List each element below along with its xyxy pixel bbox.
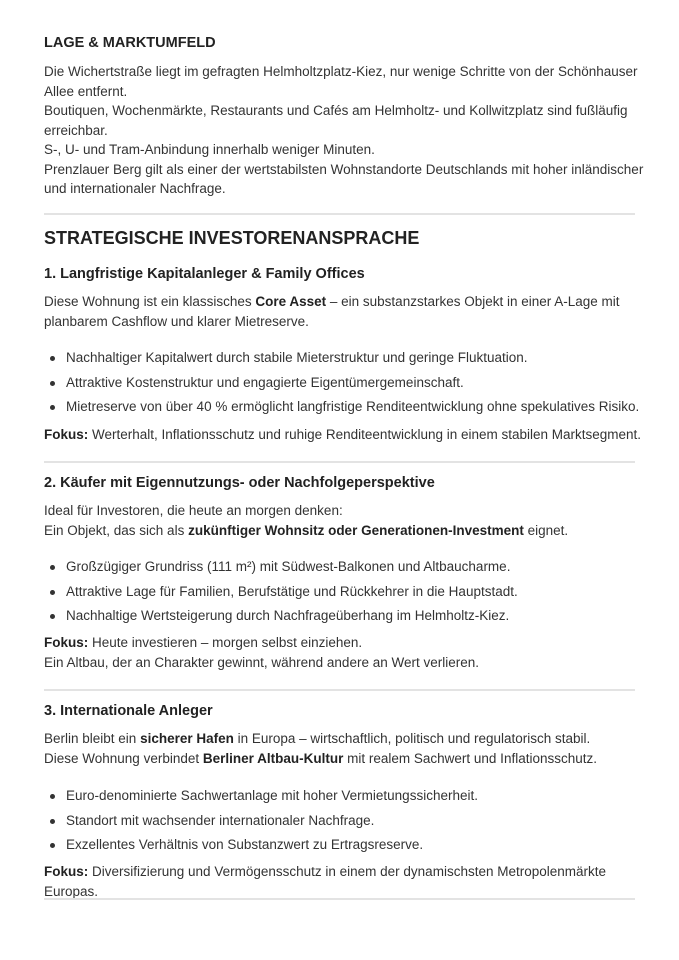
list-item: Großzügiger Grundriss (111 m²) mit Südwest-Balkonen und Altbaucharme.: [66, 557, 666, 582]
list-item: Nachhaltiger Kapitalwert durch stabile Mieterstruktur und geringe Fluktuation.: [66, 348, 666, 373]
intro-text: mit realem Sachwert und Inflationsschutz.: [343, 750, 597, 766]
list-item: Euro-denominierte Sachwertanlage mit hoher Vermietungssicherheit.: [66, 786, 666, 811]
intro-text: Diese Wohnung ist ein klassisches: [44, 294, 256, 309]
list-item: Attraktive Lage für Familien, Berufstätige und Rückkehrer in die Hauptstadt.: [66, 582, 666, 607]
divider: [44, 689, 635, 691]
focus-label: Fokus:: [44, 864, 89, 879]
focus-line: [44, 633, 644, 672]
bullet-list: [44, 786, 666, 860]
list-item: Standort mit wachsender internationaler Nachfrage.: [66, 811, 666, 836]
focus-text: Heute investieren – morgen selbst einziehen.: [88, 635, 363, 650]
divider: [44, 213, 635, 215]
intro-bold: sicherer Hafen: [140, 731, 234, 746]
section-intro: [44, 292, 644, 331]
focus-line: [44, 862, 644, 901]
lage-line: Die Wichertstraße liegt im gefragten Helmholtzplatz-Kiez, nur wenige Schritte von der Schönhauser Allee entfernt.: [44, 64, 638, 99]
strategy-heading: STRATEGISCHE INVESTORENANSPRACHE: [44, 228, 420, 248]
bullet-list: [44, 348, 666, 422]
list-item: Exzellentes Verhältnis von Substanzwert zu Ertragsreserve.: [66, 835, 666, 860]
intro-text: Berlin bleibt ein: [44, 731, 141, 746]
intro-text: in Europa – wirtschaftlich, politisch und regulatorisch stabil.: [233, 731, 591, 746]
section-title: 3. Internationale Anleger: [44, 703, 213, 719]
section-intro: [44, 501, 644, 540]
list-item: Nachhaltige Wertsteigerung durch Nachfrageüberhang im Helmholtz-Kiez.: [66, 606, 666, 631]
bullet-list: [44, 557, 666, 631]
intro-bold: Core Asset: [255, 294, 327, 309]
intro-text: Diese Wohnung verbindet: [44, 750, 203, 766]
focus-text: Werterhalt, Inflationsschutz und ruhige Renditeentwicklung in einem stabilen Marktsegment.: [88, 427, 642, 442]
lage-line: Prenzlauer Berg gilt als einer der wertstabilsten Wohnstandorte Deutschlands mit hoher inländischer und internationaler Nachfrage.: [44, 161, 644, 196]
focus-line: [44, 425, 644, 445]
section-title: 1. Langfristige Kapitalanleger & Family Offices: [44, 266, 365, 282]
list-item: Attraktive Kostenstruktur und engagierte Eigentümergemeinschaft.: [66, 373, 666, 398]
divider: [44, 461, 635, 463]
intro-bold: zukünftiger Wohnsitz oder Generationen-Investment: [188, 522, 524, 538]
section-title: 2. Käufer mit Eigennutzungs- oder Nachfolgeperspektive: [44, 475, 435, 491]
section-intro: [44, 729, 644, 768]
focus-label: Fokus:: [44, 427, 89, 442]
lage-line: S-, U- und Tram-Anbindung innerhalb weniger Minuten.: [44, 142, 375, 157]
lage-line: Boutiquen, Wochenmärkte, Restaurants und Cafés am Helmholtz- und Kollwitzplatz sind fußläufig erreichbar.: [44, 103, 628, 138]
intro-text: – ein substanzstarkes Objekt in einer A-Lage mit planbarem Cashflow und klarer Mietreserve.: [44, 294, 620, 329]
intro-text: Ein Objekt, das sich als: [44, 522, 189, 538]
intro-bold: Berliner Altbau-Kultur: [202, 750, 344, 766]
divider: [44, 898, 635, 900]
intro-text: eignet.: [523, 522, 569, 538]
focus-text: Diversifizierung und Vermögensschutz in einem der dynamischsten Metropolenmärkte Europas.: [44, 864, 607, 899]
lage-heading: LAGE & MARKTUMFELD: [44, 35, 216, 51]
intro-text: Ideal für Investoren, die heute an morgen denken:: [44, 503, 343, 518]
focus-extra: Ein Altbau, der an Charakter gewinnt, während andere an Wert verlieren.: [44, 654, 479, 670]
list-item: Mietreserve von über 40 % ermöglicht langfristige Renditeentwicklung ohne spekulatives Risiko.: [66, 397, 666, 422]
focus-label: Fokus:: [44, 635, 89, 650]
lage-text: [44, 62, 644, 199]
